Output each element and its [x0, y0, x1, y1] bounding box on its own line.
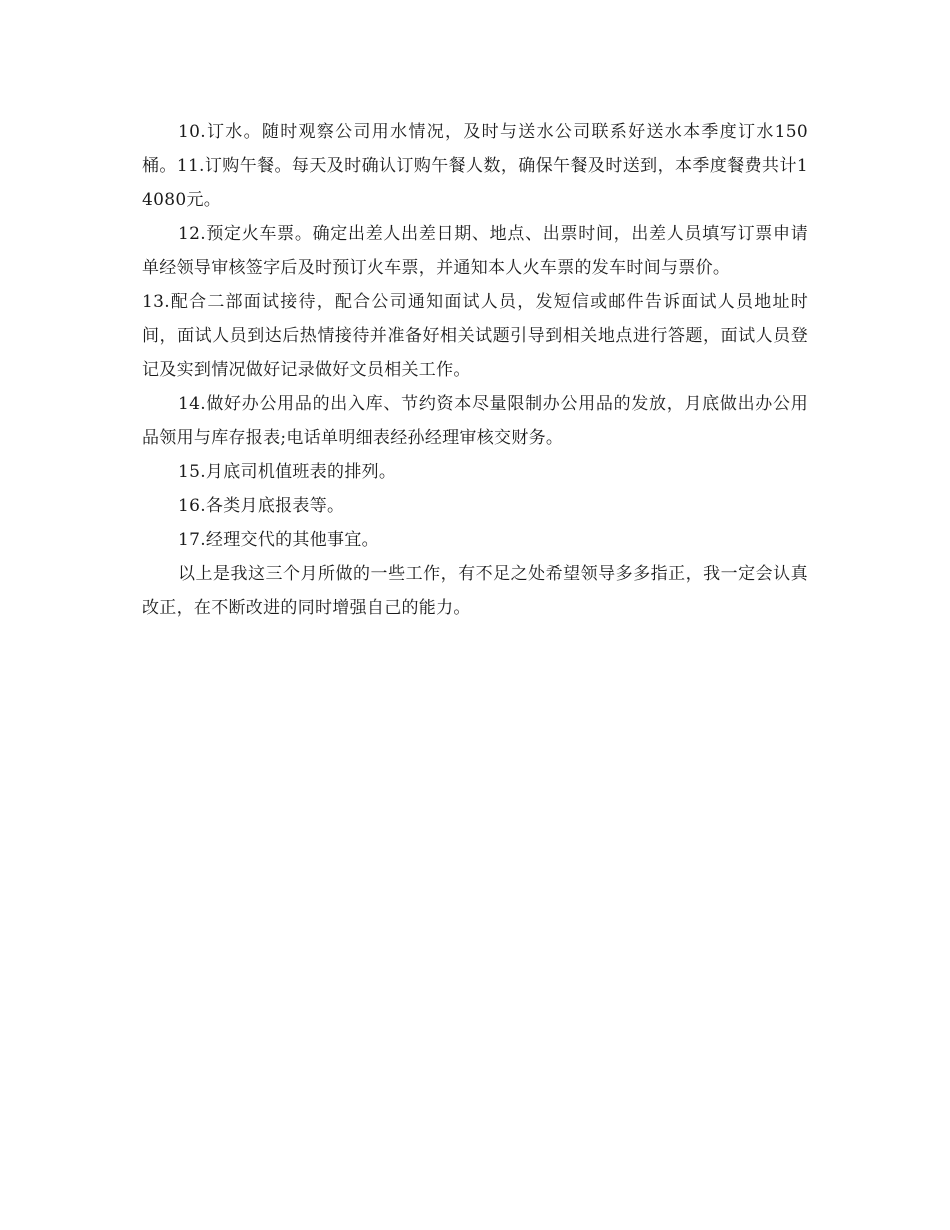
paragraph-train-tickets: 12.预定火车票。确定出差人出差日期、地点、出票时间，出差人员填写订票申请单经领导审核签字后及时预订火车票，并通知本人火车票的发车时间与票价。 — [142, 224, 808, 278]
paragraph-monthly-reports: 16.各类月底报表等。 — [178, 496, 345, 516]
paragraph-other-tasks: 17.经理交代的其他事宜。 — [178, 530, 379, 550]
paragraph-interview-reception: 13.配合二部面试接待，配合公司通知面试人员，发短信或邮件告诉面试人员地址时间，面试人员到达后热情接待并准备好相关试题引导到相关地点进行答题，面试人员登记及实到情况做好记录做好文员相关工作。 — [142, 292, 808, 380]
document-body — [142, 115, 808, 625]
paragraph-office-supplies: 14.做好办公用品的出入库、节约资本尽量限制办公用品的发放，月底做出办公用品领用与库存报表;电话单明细表经孙经理审核交财务。 — [142, 394, 808, 448]
paragraph-driver-schedule: 15.月底司机值班表的排列。 — [178, 462, 397, 482]
paragraph-conclusion: 以上是我这三个月所做的一些工作，有不足之处希望领导多多指正，我一定会认真改正，在不断改进的同时增强自己的能力。 — [142, 564, 808, 618]
paragraph-water-and-lunch: 10.订水。随时观察公司用水情况，及时与送水公司联系好送水本季度订水150桶。11.订购午餐。每天及时确认订购午餐人数，确保午餐及时送到，本季度餐费共计14080元。 — [142, 122, 808, 210]
